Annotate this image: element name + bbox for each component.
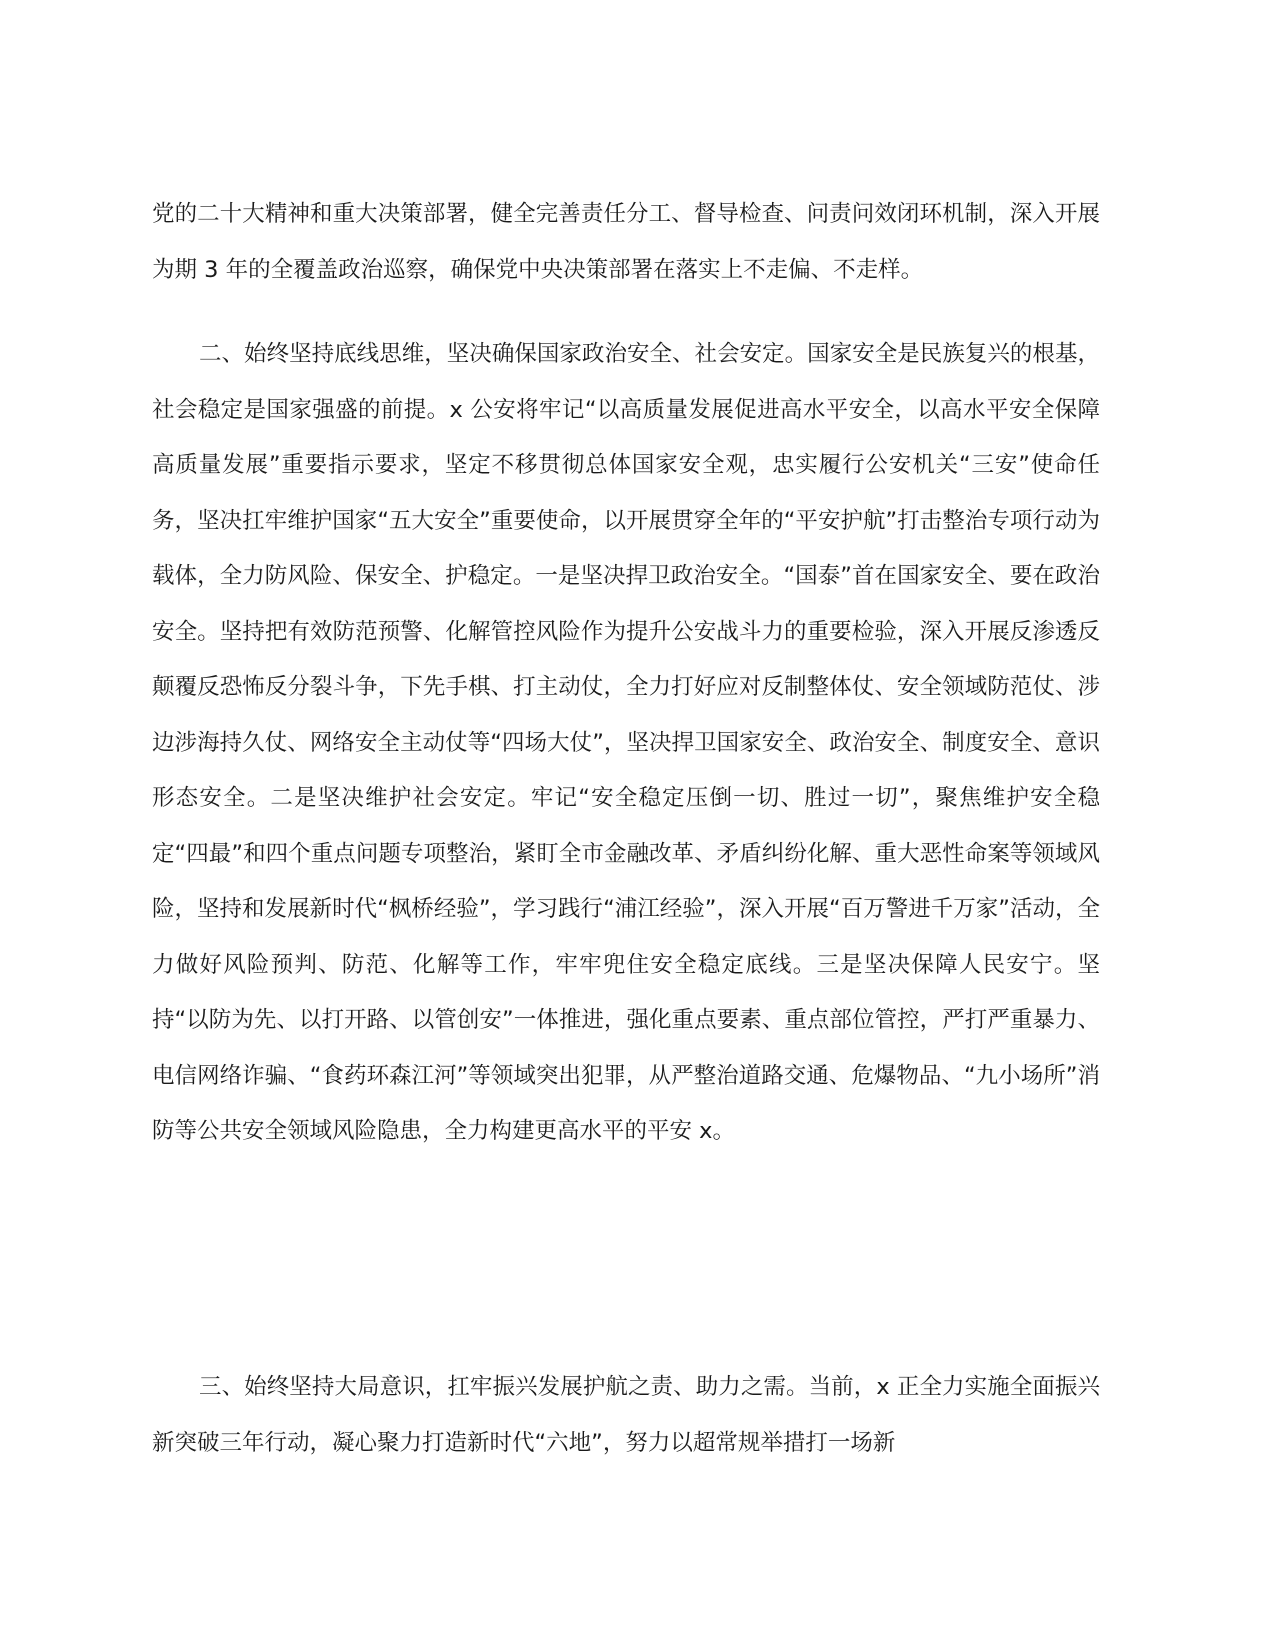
paragraph-text: 党的二十大精神和重大决策部署，健全完善责任分工、督导检查、问责问效闭环机制，深入开展为期 3 年的全覆盖政治巡察，确保党中央决策部署在落实上不走偏、不走样。 [152, 201, 1100, 283]
paragraph-continuation [152, 187, 1100, 298]
paragraph-section-two [152, 327, 1100, 1160]
paragraph-section-three [152, 1360, 1100, 1471]
paragraph-text: 二、始终坚持底线思维，坚决确保国家政治安全、社会安定。国家安全是民族复兴的根基，社会稳定是国家强盛的前提。x 公安将牢记“以高质量发展促进高水平安全，以高水平安全保障高质量发展”重要指示要求，坚定不移贯彻总体国家安全观，忠实履行公安机关“三安”使命任务，坚决扛牢维护国家“五大安全”重要使命，以开展贯穿全年的“平安护航”打击整治专项行动为载体，全力防风险、保安全、护稳定。一是坚决捍卫政治安全。“国泰”首在国家安全、要在政治安全。坚持把有效防范预警、化解管控风险作为提升公安战斗力的重要检验，深入开展反渗透反颠覆反恐怖反分裂斗争，下先手棋、打主动仗，全力打好应对反制整体仗、安全领域防范仗、涉边涉海持久仗、网络安全主动仗等“四场大仗”，坚决捍卫国家安全、政治安全、制度安全、意识形态安全。二是坚决维护社会安定。牢记“安全稳定压倒一切、胜过一切”，聚焦维护安全稳定“四最”和四个重点问题专项整治，紧盯全市金融改革、矛盾纠纷化解、重大恶性命案等领域风险，坚持和发展新时代“枫桥经验”，学习践行“浦江经验”，深入开展“百万警进千万家”活动，全力做好风险预判、防范、化解等工作，牢牢兜住安全稳定底线。三是坚决保障人民安宁。坚持“以防为先、以打开路、以管创安”一体推进，强化重点要素、重点部位管控，严打严重暴力、电信网络诈骗、“食药环森江河”等领域突出犯罪，从严整治道路交通、危爆物品、“九小场所”消防等公共安全领域风险隐患，全力构建更高水平的平安 x。 [152, 341, 1100, 1144]
paragraph-text: 三、始终坚持大局意识，扛牢振兴发展护航之责、助力之需。当前，x 正全力实施全面振兴新突破三年行动，凝心聚力打造新时代“六地”，努力以超常规举措打一场新 [152, 1374, 1100, 1456]
